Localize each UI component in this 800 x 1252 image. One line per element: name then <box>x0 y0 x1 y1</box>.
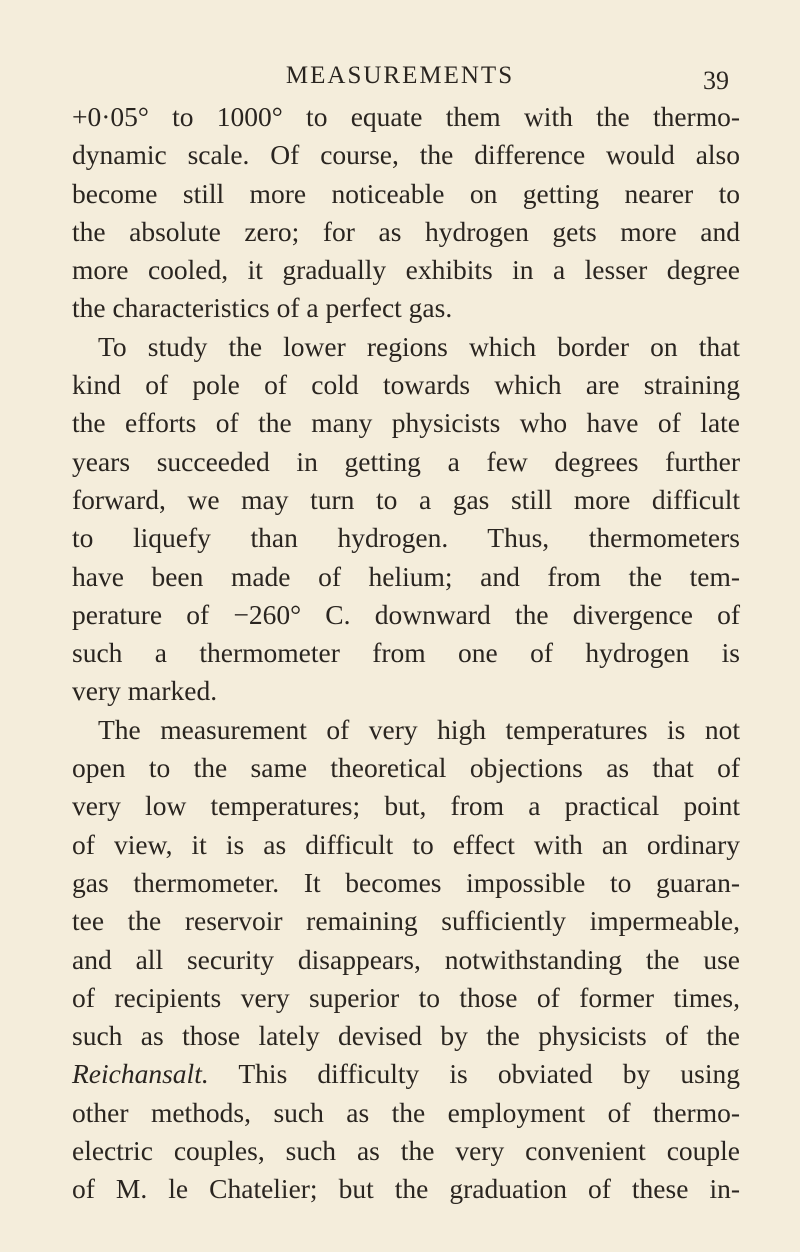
text-line: kind of pole of cold towards which are straining <box>72 369 740 401</box>
text-line: of recipients very superior to those of former times, <box>72 981 740 1013</box>
text-line: To study the lower regions which border on that <box>98 330 740 362</box>
text-line: +0·05° to 1000° to equate them with the thermo- <box>72 101 740 132</box>
running-title: MEASUREMENTS <box>285 62 515 89</box>
text-line: of view, it is as difficult to effect with an ordinary <box>72 828 740 860</box>
text-line: years succeeded in getting a few degrees further <box>72 445 740 477</box>
text-line: other methods, such as the employment of thermo- <box>72 1096 740 1128</box>
body-text <box>72 98 740 1209</box>
text-line: more cooled, it gradually exhibits in a lesser degree <box>72 254 740 286</box>
text-line: electric couples, such as the very convenient couple <box>72 1135 740 1167</box>
line-rest: This difficulty is obviated by using <box>208 1058 740 1090</box>
italic-name: Reichansalt. <box>72 1058 209 1090</box>
text-line: the absolute zero; for as hydrogen gets more and <box>72 215 740 247</box>
page-number: 39 <box>703 66 729 95</box>
text-line: gas thermometer. It becomes impossible to guaran- <box>72 866 740 898</box>
text-line: the efforts of the many physicists who have of late <box>72 407 740 439</box>
running-head <box>0 58 800 98</box>
text-line: forward, we may turn to a gas still more difficult <box>72 483 740 515</box>
text-line: open to the same theoretical objections as that of <box>72 752 740 784</box>
text-line: to liquefy than hydrogen. Thus, thermometers <box>72 522 740 554</box>
text-line <box>72 1055 740 1093</box>
text-line: the characteristics of a perfect gas. <box>72 292 453 324</box>
text-line: such as those lately devised by the physicists of the <box>72 1020 740 1052</box>
text-line: very marked. <box>72 675 218 707</box>
text-line: become still more noticeable on getting nearer to <box>72 177 740 209</box>
text-line: dynamic scale. Of course, the difference would also <box>72 139 740 171</box>
text-line: The measurement of very high temperatures is not <box>98 713 740 745</box>
text-line: very low temperatures; but, from a practical point <box>72 790 740 822</box>
text-line: and all security disappears, notwithstanding the use <box>72 943 740 975</box>
text-line: tee the reservoir remaining sufficiently impermeable, <box>72 905 740 937</box>
text-line: have been made of helium; and from the tem- <box>72 560 740 592</box>
text-line: perature of −260° C. downward the divergence of <box>72 598 740 630</box>
text-line: of M. le Chatelier; but the graduation of these in- <box>72 1173 740 1205</box>
text-line: such a thermometer from one of hydrogen is <box>72 637 740 669</box>
